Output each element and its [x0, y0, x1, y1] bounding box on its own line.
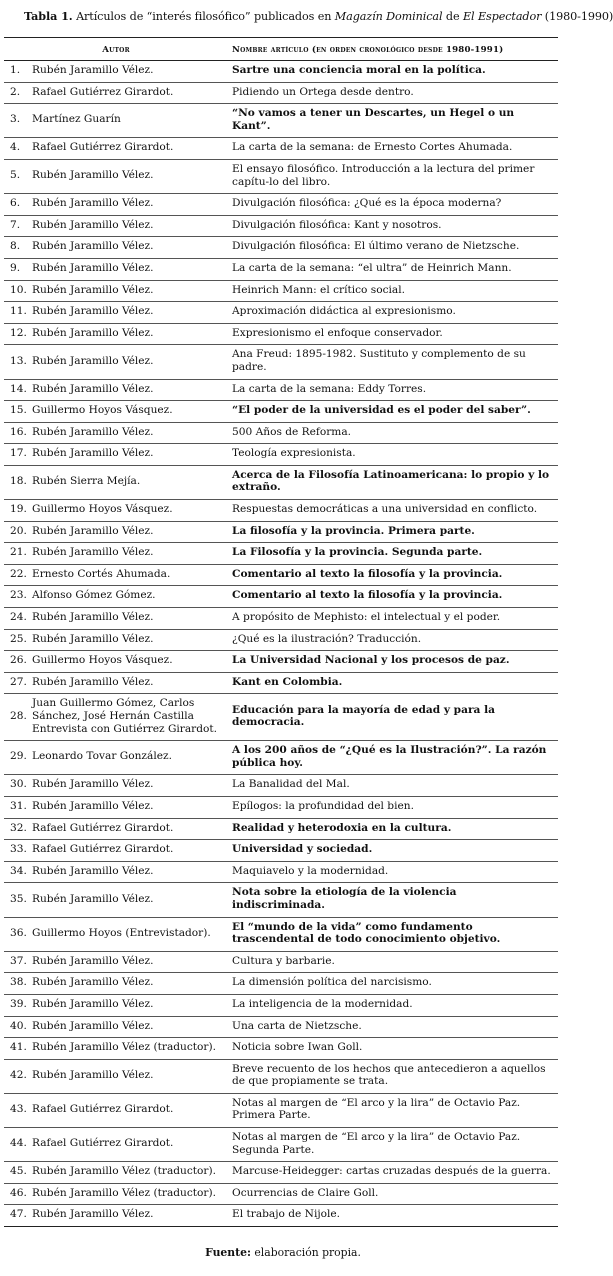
row-article-title: Divulgación filosófica: Kant y nosotros.: [228, 215, 558, 237]
row-author: Rafael Gutiérrez Girardot.: [32, 82, 228, 104]
row-author: Rubén Jaramillo Vélez.: [32, 302, 228, 324]
table-row: [4, 1038, 558, 1060]
table-row: [4, 741, 558, 775]
row-number: 32.: [4, 818, 32, 840]
table-row: [4, 1162, 558, 1184]
row-article-title: La dimensión política del narcisismo.: [228, 973, 558, 995]
row-number: 47.: [4, 1205, 32, 1227]
row-number: 41.: [4, 1038, 32, 1060]
row-article-title: Divulgación filosófica: El último verano de Nietzsche.: [228, 237, 558, 259]
row-number: 46.: [4, 1183, 32, 1205]
table-row: [4, 973, 558, 995]
row-article-title: La carta de la semana: “el ultra” de Heinrich Mann.: [228, 258, 558, 280]
row-author: Rubén Jaramillo Vélez.: [32, 379, 228, 401]
row-number: 33.: [4, 840, 32, 862]
table-row: [4, 818, 558, 840]
row-author: Rafael Gutiérrez Girardot.: [32, 840, 228, 862]
row-article-title: Maquiavelo y la modernidad.: [228, 861, 558, 883]
table-row: [4, 1016, 558, 1038]
row-article-title: Comentario al texto la filosofía y la provincia.: [228, 564, 558, 586]
row-author: Leonardo Tovar González.: [32, 741, 228, 775]
row-number: 29.: [4, 741, 32, 775]
row-number: 31.: [4, 796, 32, 818]
row-author: Rafael Gutiérrez Girardot.: [32, 1093, 228, 1127]
table-row: [4, 1205, 558, 1227]
row-author: Rubén Jaramillo Vélez.: [32, 61, 228, 83]
row-article-title: Educación para la mayoría de edad y para la democracia.: [228, 694, 558, 741]
table-row: [4, 994, 558, 1016]
row-article-title: A los 200 años de “¿Qué es la Ilustración?”. La razón pública hoy.: [228, 741, 558, 775]
articles-table: [4, 37, 558, 1227]
row-article-title: “No vamos a tener un Descartes, un Hegel o un Kant”.: [228, 104, 558, 138]
row-article-title: La Banalidad del Mal.: [228, 775, 558, 797]
table-row: [4, 543, 558, 565]
row-article-title: ¿Qué es la ilustración? Traducción.: [228, 629, 558, 651]
row-number: 12.: [4, 323, 32, 345]
caption-text-pre: Artículos de “interés filosófico” publicados en: [72, 10, 335, 23]
row-author: Guillermo Hoyos (Entrevistador).: [32, 917, 228, 951]
row-article-title: Aproximación didáctica al expresionismo.: [228, 302, 558, 324]
table-row: [4, 82, 558, 104]
table-header: [4, 38, 558, 61]
table-row: [4, 444, 558, 466]
row-article-title: La inteligencia de la modernidad.: [228, 994, 558, 1016]
row-article-title: Nota sobre la etiología de la violencia indiscriminada.: [228, 883, 558, 917]
source-label: Fuente:: [205, 1246, 251, 1259]
row-number: 16.: [4, 422, 32, 444]
table-row: [4, 104, 558, 138]
row-author: Rubén Jaramillo Vélez.: [32, 672, 228, 694]
row-author: Rubén Jaramillo Vélez.: [32, 159, 228, 193]
row-article-title: Realidad y heterodoxia en la cultura.: [228, 818, 558, 840]
row-number: 39.: [4, 994, 32, 1016]
row-author: Rafael Gutiérrez Girardot.: [32, 1128, 228, 1162]
row-author: Rubén Jaramillo Vélez.: [32, 345, 228, 379]
row-author: Rubén Jaramillo Vélez.: [32, 215, 228, 237]
row-article-title: El ensayo filosófico. Introducción a la lectura del primer capítu-lo del libro.: [228, 159, 558, 193]
row-article-title: La Universidad Nacional y los procesos de paz.: [228, 651, 558, 673]
row-author: Rubén Jaramillo Vélez.: [32, 521, 228, 543]
row-article-title: El “mundo de la vida” como fundamento trascendental de todo conocimiento objetivo.: [228, 917, 558, 951]
table-row: [4, 302, 558, 324]
table-row: [4, 883, 558, 917]
row-author: Martínez Guarín: [32, 104, 228, 138]
table-row: [4, 379, 558, 401]
row-number: 4.: [4, 138, 32, 160]
row-article-title: Ana Freud: 1895-1982. Sustituto y complemento de su padre.: [228, 345, 558, 379]
row-number: 6.: [4, 194, 32, 216]
row-number: 45.: [4, 1162, 32, 1184]
row-number: 5.: [4, 159, 32, 193]
row-author: Guillermo Hoyos Vásquez.: [32, 401, 228, 423]
row-number: 14.: [4, 379, 32, 401]
caption-text-mid: de: [442, 10, 463, 23]
row-author: Rubén Jaramillo Vélez.: [32, 280, 228, 302]
row-author: Rubén Jaramillo Vélez.: [32, 323, 228, 345]
table-row: [4, 1183, 558, 1205]
row-number: 37.: [4, 951, 32, 973]
caption-text-post: (1980-1990): [541, 10, 613, 23]
table-row: [4, 422, 558, 444]
row-number: 19.: [4, 500, 32, 522]
table-row: [4, 61, 558, 83]
row-number: 10.: [4, 280, 32, 302]
table-row: [4, 796, 558, 818]
row-number: 23.: [4, 586, 32, 608]
row-article-title: Noticia sobre Iwan Goll.: [228, 1038, 558, 1060]
row-article-title: Pidiendo un Ortega desde dentro.: [228, 82, 558, 104]
table-body: [4, 61, 558, 1227]
row-author: Guillermo Hoyos Vásquez.: [32, 500, 228, 522]
table-row: [4, 401, 558, 423]
row-article-title: La carta de la semana: Eddy Torres.: [228, 379, 558, 401]
row-author: Rubén Jaramillo Vélez.: [32, 258, 228, 280]
caption-newspaper: El Espectador: [462, 10, 542, 23]
row-article-title: 500 Años de Reforma.: [228, 422, 558, 444]
table-row: [4, 159, 558, 193]
row-article-title: La Filosofía y la provincia. Segunda parte.: [228, 543, 558, 565]
row-article-title: Sartre una conciencia moral en la política.: [228, 61, 558, 83]
row-article-title: La carta de la semana: de Ernesto Cortes Ahumada.: [228, 138, 558, 160]
row-number: 25.: [4, 629, 32, 651]
row-article-title: Epílogos: la profundidad del bien.: [228, 796, 558, 818]
table-row: [4, 694, 558, 741]
table-row: [4, 951, 558, 973]
row-article-title: La filosofía y la provincia. Primera parte.: [228, 521, 558, 543]
row-author: Rubén Jaramillo Vélez.: [32, 951, 228, 973]
row-author: Rubén Sierra Mejía.: [32, 465, 228, 499]
table-row: [4, 861, 558, 883]
row-number: 43.: [4, 1093, 32, 1127]
row-number: 15.: [4, 401, 32, 423]
row-number: 27.: [4, 672, 32, 694]
row-author: Guillermo Hoyos Vásquez.: [32, 651, 228, 673]
row-author: Rubén Jaramillo Vélez.: [32, 1059, 228, 1093]
table-row: [4, 215, 558, 237]
row-number: 3.: [4, 104, 32, 138]
row-article-title: Expresionismo el enfoque conservador.: [228, 323, 558, 345]
table-caption: [24, 9, 613, 23]
row-author: Ernesto Cortés Ahumada.: [32, 564, 228, 586]
table-row: [4, 258, 558, 280]
row-number: 2.: [4, 82, 32, 104]
row-author: Alfonso Gómez Gómez.: [32, 586, 228, 608]
row-author: Rubén Jaramillo Vélez.: [32, 994, 228, 1016]
row-number: 17.: [4, 444, 32, 466]
caption-label: Tabla 1.: [24, 9, 73, 23]
row-article-title: Heinrich Mann: el crítico social.: [228, 280, 558, 302]
table-row: [4, 629, 558, 651]
row-number: 28.: [4, 694, 32, 741]
row-number: 21.: [4, 543, 32, 565]
row-author: Rubén Jaramillo Vélez.: [32, 444, 228, 466]
row-author: Rubén Jaramillo Vélez.: [32, 629, 228, 651]
row-article-title: Kant en Colombia.: [228, 672, 558, 694]
table-row: [4, 917, 558, 951]
row-author: Rafael Gutiérrez Girardot.: [32, 138, 228, 160]
row-number: 22.: [4, 564, 32, 586]
row-number: 1.: [4, 61, 32, 83]
row-article-title: Una carta de Nietzsche.: [228, 1016, 558, 1038]
row-article-title: El trabajo de Nijole.: [228, 1205, 558, 1227]
row-article-title: Cultura y barbarie.: [228, 951, 558, 973]
row-author: Rubén Jaramillo Vélez.: [32, 1205, 228, 1227]
row-number: 26.: [4, 651, 32, 673]
table-row: [4, 138, 558, 160]
table-row: [4, 586, 558, 608]
row-author: Rubén Jaramillo Vélez.: [32, 237, 228, 259]
row-article-title: Notas al margen de “El arco y la lira” de Octavio Paz. Segunda Parte.: [228, 1128, 558, 1162]
row-number: 7.: [4, 215, 32, 237]
row-article-title: Ocurrencias de Claire Goll.: [228, 1183, 558, 1205]
row-author: Rubén Jaramillo Vélez.: [32, 883, 228, 917]
row-number: 42.: [4, 1059, 32, 1093]
row-number: 35.: [4, 883, 32, 917]
row-article-title: Marcuse-Heidegger: cartas cruzadas después de la guerra.: [228, 1162, 558, 1184]
row-number: 36.: [4, 917, 32, 951]
row-number: 24.: [4, 608, 32, 630]
table-row: [4, 521, 558, 543]
row-author: Rubén Jaramillo Vélez.: [32, 973, 228, 995]
table-row: [4, 194, 558, 216]
table-row: [4, 323, 558, 345]
table-row: [4, 500, 558, 522]
table-row: [4, 840, 558, 862]
row-article-title: Respuestas democráticas a una universidad en conflicto.: [228, 500, 558, 522]
row-author: Rubén Jaramillo Vélez.: [32, 1016, 228, 1038]
row-author: Rubén Jaramillo Vélez.: [32, 422, 228, 444]
row-article-title: “El poder de la universidad es el poder del saber”.: [228, 401, 558, 423]
row-author: Rubén Jaramillo Vélez.: [32, 775, 228, 797]
table-row: [4, 1128, 558, 1162]
table-row: [4, 608, 558, 630]
row-author: Rubén Jaramillo Vélez.: [32, 861, 228, 883]
table-row: [4, 280, 558, 302]
row-article-title: Divulgación filosófica: ¿Qué es la época moderna?: [228, 194, 558, 216]
row-number: 13.: [4, 345, 32, 379]
row-author: Rubén Jaramillo Vélez (traductor).: [32, 1183, 228, 1205]
row-number: 34.: [4, 861, 32, 883]
row-number: 8.: [4, 237, 32, 259]
row-author: Rubén Jaramillo Vélez (traductor).: [32, 1162, 228, 1184]
table-row: [4, 651, 558, 673]
row-article-title: Comentario al texto la filosofía y la provincia.: [228, 586, 558, 608]
table-row: [4, 1093, 558, 1127]
row-number: 18.: [4, 465, 32, 499]
row-article-title: Acerca de la Filosofía Latinoamericana: lo propio y lo extraño.: [228, 465, 558, 499]
row-number: 11.: [4, 302, 32, 324]
row-article-title: Universidad y sociedad.: [228, 840, 558, 862]
header-autor: Autor: [4, 38, 228, 61]
table-row: [4, 237, 558, 259]
row-author: Juan Guillermo Gómez, Carlos Sánchez, José Hernán Castilla Entrevista con Gutiérrez Girardot.: [32, 694, 228, 741]
row-author: Rubén Jaramillo Vélez.: [32, 543, 228, 565]
source-text: elaboración propia.: [250, 1246, 361, 1259]
table-row: [4, 775, 558, 797]
row-author: Rafael Gutiérrez Girardot.: [32, 818, 228, 840]
row-author: Rubén Jaramillo Vélez.: [32, 608, 228, 630]
caption-publication: Magazín Dominical: [334, 10, 443, 23]
row-number: 30.: [4, 775, 32, 797]
row-article-title: Teología expresionista.: [228, 444, 558, 466]
row-number: 44.: [4, 1128, 32, 1162]
table-row: [4, 1059, 558, 1093]
header-nombre-articulo: Nombre artículo (en orden cronológico desde 1980-1991): [228, 38, 558, 61]
table-source: [0, 1246, 566, 1259]
row-author: Rubén Jaramillo Vélez (traductor).: [32, 1038, 228, 1060]
row-article-title: Breve recuento de los hechos que antecedieron a aquellos de que propiamente se trata.: [228, 1059, 558, 1093]
row-author: Rubén Jaramillo Vélez.: [32, 796, 228, 818]
table-row: [4, 672, 558, 694]
row-article-title: Notas al margen de “El arco y la lira” de Octavio Paz. Primera Parte.: [228, 1093, 558, 1127]
table-row: [4, 564, 558, 586]
row-number: 38.: [4, 973, 32, 995]
header-row: [4, 38, 558, 61]
row-number: 20.: [4, 521, 32, 543]
row-number: 40.: [4, 1016, 32, 1038]
row-article-title: A propósito de Mephisto: el intelectual y el poder.: [228, 608, 558, 630]
row-number: 9.: [4, 258, 32, 280]
table-row: [4, 345, 558, 379]
table-row: [4, 465, 558, 499]
row-author: Rubén Jaramillo Vélez.: [32, 194, 228, 216]
